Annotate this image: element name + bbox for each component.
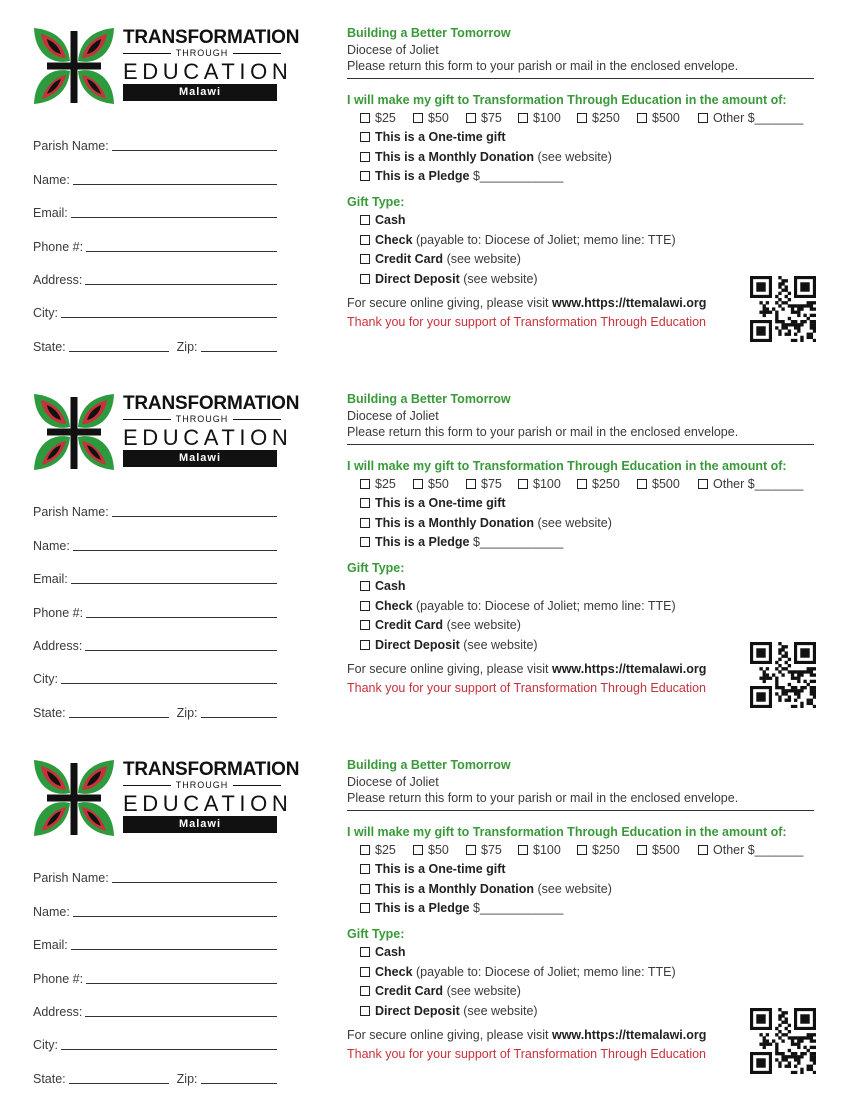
checkbox-icon <box>466 113 476 123</box>
diocese-name: Diocese of Joliet <box>347 42 439 57</box>
checkbox-icon <box>360 274 370 284</box>
cash-checkbox[interactable]: Cash <box>360 577 817 597</box>
amount-50-checkbox[interactable]: $50 <box>413 111 466 125</box>
checkbox-icon <box>360 537 370 547</box>
check-checkbox[interactable]: Check (payable to: Diocese of Joliet; memo line: TTE) <box>360 230 817 250</box>
logo-line-education: EDUCATION <box>123 791 293 816</box>
email-label: Email: <box>33 206 68 221</box>
checkbox-icon <box>360 1006 370 1016</box>
amount-50-checkbox[interactable]: $50 <box>413 843 466 857</box>
qr-code-icon[interactable] <box>750 1008 816 1074</box>
diocese-name: Diocese of Joliet <box>347 774 439 789</box>
address-field[interactable] <box>33 622 277 655</box>
logo-line-through: THROUGH <box>123 47 281 59</box>
donation-card-2 <box>0 366 850 732</box>
checkbox-icon <box>360 845 370 855</box>
one-time-gift-checkbox[interactable]: This is a One-time gift <box>360 860 817 880</box>
amount-500-checkbox[interactable]: $500 <box>637 477 698 491</box>
name-field[interactable] <box>33 521 277 554</box>
phone-line[interactable] <box>86 967 277 984</box>
logo-line-transformation: TRANSFORMATION <box>123 27 300 48</box>
direct-deposit-checkbox[interactable]: Direct Deposit (see website) <box>360 269 817 289</box>
parish-name-line[interactable] <box>112 500 277 517</box>
thank-you-text: Thank you for your support of Transformation Through Education <box>347 314 706 329</box>
donor-fields <box>33 488 277 722</box>
address-field[interactable] <box>33 256 277 289</box>
checkbox-icon <box>360 254 370 264</box>
name-label: Name: <box>33 172 70 187</box>
checkbox-icon <box>413 845 423 855</box>
checkbox-icon <box>360 601 370 611</box>
parish-name-field[interactable] <box>33 122 277 155</box>
checkbox-icon <box>360 235 370 245</box>
amount-25-checkbox[interactable]: $25 <box>360 111 413 125</box>
address-line[interactable] <box>85 268 277 285</box>
amount-25-checkbox[interactable]: $25 <box>360 477 413 491</box>
direct-deposit-checkbox[interactable]: Direct Deposit (see website) <box>360 635 817 655</box>
butterfly-cross-icon <box>33 25 115 107</box>
amount-other-checkbox[interactable]: Other $_______ <box>698 111 803 125</box>
city-line[interactable] <box>61 1033 277 1050</box>
donor-fields <box>33 122 277 356</box>
form-title: Building a Better Tomorrow <box>347 26 511 40</box>
checkbox-icon <box>360 171 370 181</box>
checkbox-icon <box>360 986 370 996</box>
logo-line-through: THROUGH <box>123 779 281 791</box>
email-field[interactable] <box>33 921 277 954</box>
name-line[interactable] <box>73 534 277 551</box>
amount-75-checkbox[interactable]: $75 <box>466 111 518 125</box>
amount-500-checkbox[interactable]: $500 <box>637 843 698 857</box>
gift-type-heading: Gift Type: <box>347 195 405 209</box>
address-line[interactable] <box>85 634 277 651</box>
state-label: State: <box>33 339 66 354</box>
website-link[interactable]: www.https://ttemalawi.org <box>551 661 707 676</box>
check-checkbox[interactable]: Check (payable to: Diocese of Joliet; memo line: TTE) <box>360 596 817 616</box>
tte-logo <box>33 757 300 839</box>
city-field[interactable] <box>33 1021 277 1054</box>
logo-line-education: EDUCATION <box>123 425 293 450</box>
pledge-checkbox[interactable]: This is a Pledge $____________ <box>360 899 817 919</box>
checkbox-icon <box>360 620 370 630</box>
website-link[interactable]: www.https://ttemalawi.org <box>551 295 707 310</box>
diocese-name: Diocese of Joliet <box>347 408 439 423</box>
checkbox-icon <box>698 113 708 123</box>
cash-checkbox[interactable]: Cash <box>360 943 817 963</box>
email-field[interactable] <box>33 555 277 588</box>
city-label: City: <box>33 672 58 687</box>
amount-250-checkbox[interactable]: $250 <box>577 477 637 491</box>
city-field[interactable] <box>33 289 277 322</box>
donation-card-1 <box>0 0 850 366</box>
parish-name-line[interactable] <box>112 866 277 883</box>
address-field[interactable] <box>33 988 277 1021</box>
checkbox-icon <box>577 479 587 489</box>
checkbox-icon <box>698 479 708 489</box>
direct-deposit-checkbox[interactable]: Direct Deposit (see website) <box>360 1001 817 1021</box>
one-time-gift-checkbox[interactable]: This is a One-time gift <box>360 494 817 514</box>
amount-500-checkbox[interactable]: $500 <box>637 111 698 125</box>
tte-logo <box>33 391 300 473</box>
state-zip-field[interactable] <box>33 688 277 721</box>
checkbox-icon <box>518 113 528 123</box>
checkbox-icon <box>637 845 647 855</box>
donor-fields <box>33 854 277 1088</box>
email-label: Email: <box>33 938 68 953</box>
monthly-donation-checkbox[interactable]: This is a Monthly Donation (see website) <box>360 879 817 899</box>
checkbox-icon <box>360 479 370 489</box>
city-field[interactable] <box>33 655 277 688</box>
address-label: Address: <box>33 272 83 287</box>
email-line[interactable] <box>71 933 277 950</box>
thank-you-text: Thank you for your support of Transformation Through Education <box>347 1046 706 1061</box>
city-label: City: <box>33 1038 58 1053</box>
amount-options <box>360 840 817 860</box>
amount-100-checkbox[interactable]: $100 <box>518 111 577 125</box>
online-giving-text: For secure online giving, please visit www.https://ttemalawi.org <box>347 661 707 676</box>
checkbox-icon <box>360 215 370 225</box>
credit-card-checkbox[interactable]: Credit Card (see website) <box>360 982 817 1002</box>
logo-line-education: EDUCATION <box>123 59 293 84</box>
gift-section <box>347 391 817 698</box>
zip-line[interactable] <box>201 701 277 718</box>
logo-line-through: THROUGH <box>123 413 281 425</box>
qr-code-icon[interactable] <box>750 642 816 708</box>
checkbox-icon <box>360 498 370 508</box>
zip-label: Zip: <box>176 339 198 354</box>
gift-section <box>347 25 817 332</box>
amount-100-checkbox[interactable]: $100 <box>518 843 577 857</box>
checkbox-icon <box>577 113 587 123</box>
email-field[interactable] <box>33 189 277 222</box>
checkbox-icon <box>518 845 528 855</box>
city-line[interactable] <box>61 667 277 684</box>
name-label: Name: <box>33 538 70 553</box>
amount-250-checkbox[interactable]: $250 <box>577 843 637 857</box>
amount-75-checkbox[interactable]: $75 <box>466 477 518 491</box>
checkbox-icon <box>360 518 370 528</box>
zip-label: Zip: <box>176 1071 198 1086</box>
parish-name-label: Parish Name: <box>33 139 109 154</box>
phone-label: Phone #: <box>33 239 84 254</box>
address-label: Address: <box>33 1004 83 1019</box>
checkbox-icon <box>360 640 370 650</box>
form-title: Building a Better Tomorrow <box>347 758 511 772</box>
name-line[interactable] <box>73 900 277 917</box>
state-line[interactable] <box>69 335 169 352</box>
gift-section <box>347 757 817 1064</box>
credit-card-checkbox[interactable]: Credit Card (see website) <box>360 616 817 636</box>
parish-name-label: Parish Name: <box>33 871 109 886</box>
address-line[interactable] <box>85 1000 277 1017</box>
zip-line[interactable] <box>201 1067 277 1084</box>
form-title: Building a Better Tomorrow <box>347 392 511 406</box>
website-link[interactable]: www.https://ttemalawi.org <box>551 1027 707 1042</box>
gift-amount-heading: I will make my gift to Transformation Through Education in the amount of: <box>347 824 787 839</box>
name-field[interactable] <box>33 155 277 188</box>
name-line[interactable] <box>73 168 277 185</box>
phone-field[interactable] <box>33 222 277 255</box>
checkbox-icon <box>360 113 370 123</box>
monthly-donation-checkbox[interactable]: This is a Monthly Donation (see website) <box>360 513 817 533</box>
pledge-checkbox[interactable]: This is a Pledge $____________ <box>360 533 817 553</box>
checkbox-icon <box>360 884 370 894</box>
logo-line-malawi: Malawi <box>123 816 277 833</box>
zip-label: Zip: <box>176 705 198 720</box>
state-label: State: <box>33 1071 66 1086</box>
checkbox-icon <box>360 132 370 142</box>
state-zip-field[interactable] <box>33 1054 277 1087</box>
state-label: State: <box>33 705 66 720</box>
gift-type-heading: Gift Type: <box>347 927 405 941</box>
checkbox-icon <box>360 903 370 913</box>
amount-25-checkbox[interactable]: $25 <box>360 843 413 857</box>
parish-name-field[interactable] <box>33 488 277 521</box>
checkbox-icon <box>637 113 647 123</box>
name-field[interactable] <box>33 887 277 920</box>
amount-50-checkbox[interactable]: $50 <box>413 477 466 491</box>
butterfly-cross-icon <box>33 757 115 839</box>
logo-line-malawi: Malawi <box>123 450 277 467</box>
checkbox-icon <box>360 967 370 977</box>
amount-options <box>360 108 817 128</box>
city-label: City: <box>33 306 58 321</box>
parish-name-label: Parish Name: <box>33 505 109 520</box>
monthly-donation-checkbox[interactable]: This is a Monthly Donation (see website) <box>360 147 817 167</box>
email-line[interactable] <box>71 567 277 584</box>
checkbox-icon <box>360 581 370 591</box>
qr-code-icon[interactable] <box>750 276 816 342</box>
logo-line-transformation: TRANSFORMATION <box>123 393 300 414</box>
return-instructions: Please return this form to your parish or mail in the enclosed envelope. <box>347 59 739 73</box>
return-instructions: Please return this form to your parish or mail in the enclosed envelope. <box>347 425 739 439</box>
phone-field[interactable] <box>33 954 277 987</box>
donation-card-3 <box>0 732 850 1098</box>
checkbox-icon <box>413 113 423 123</box>
city-line[interactable] <box>61 301 277 318</box>
email-line[interactable] <box>71 201 277 218</box>
gift-type-heading: Gift Type: <box>347 561 405 575</box>
amount-250-checkbox[interactable]: $250 <box>577 111 637 125</box>
credit-card-checkbox[interactable]: Credit Card (see website) <box>360 250 817 270</box>
name-label: Name: <box>33 904 70 919</box>
checkbox-icon <box>466 845 476 855</box>
amount-options <box>360 474 817 494</box>
cash-checkbox[interactable]: Cash <box>360 211 817 231</box>
logo-line-malawi: Malawi <box>123 84 277 101</box>
checkbox-icon <box>698 845 708 855</box>
phone-label: Phone #: <box>33 971 84 986</box>
checkbox-icon <box>360 864 370 874</box>
parish-name-field[interactable] <box>33 854 277 887</box>
logo-line-transformation: TRANSFORMATION <box>123 759 300 780</box>
check-checkbox[interactable]: Check (payable to: Diocese of Joliet; memo line: TTE) <box>360 962 817 982</box>
address-label: Address: <box>33 638 83 653</box>
checkbox-icon <box>577 845 587 855</box>
state-line[interactable] <box>69 1067 169 1084</box>
online-giving-text: For secure online giving, please visit www.https://ttemalawi.org <box>347 295 707 310</box>
parish-name-line[interactable] <box>112 134 277 151</box>
checkbox-icon <box>360 152 370 162</box>
online-giving-text: For secure online giving, please visit www.https://ttemalawi.org <box>347 1027 707 1042</box>
amount-other-checkbox[interactable]: Other $_______ <box>698 477 803 491</box>
gift-amount-heading: I will make my gift to Transformation Through Education in the amount of: <box>347 458 787 473</box>
state-line[interactable] <box>69 701 169 718</box>
return-instructions: Please return this form to your parish or mail in the enclosed envelope. <box>347 791 739 805</box>
phone-line[interactable] <box>86 601 277 618</box>
phone-field[interactable] <box>33 588 277 621</box>
amount-100-checkbox[interactable]: $100 <box>518 477 577 491</box>
checkbox-icon <box>360 947 370 957</box>
pledge-checkbox[interactable]: This is a Pledge $____________ <box>360 167 817 187</box>
butterfly-cross-icon <box>33 391 115 473</box>
gift-amount-heading: I will make my gift to Transformation Through Education in the amount of: <box>347 92 787 107</box>
zip-line[interactable] <box>201 335 277 352</box>
thank-you-text: Thank you for your support of Transformation Through Education <box>347 680 706 695</box>
state-zip-field[interactable] <box>33 322 277 355</box>
phone-label: Phone #: <box>33 605 84 620</box>
checkbox-icon <box>466 479 476 489</box>
checkbox-icon <box>518 479 528 489</box>
amount-other-checkbox[interactable]: Other $_______ <box>698 843 803 857</box>
checkbox-icon <box>637 479 647 489</box>
amount-75-checkbox[interactable]: $75 <box>466 843 518 857</box>
phone-line[interactable] <box>86 235 277 252</box>
email-label: Email: <box>33 572 68 587</box>
tte-logo <box>33 25 300 107</box>
one-time-gift-checkbox[interactable]: This is a One-time gift <box>360 128 817 148</box>
checkbox-icon <box>413 479 423 489</box>
